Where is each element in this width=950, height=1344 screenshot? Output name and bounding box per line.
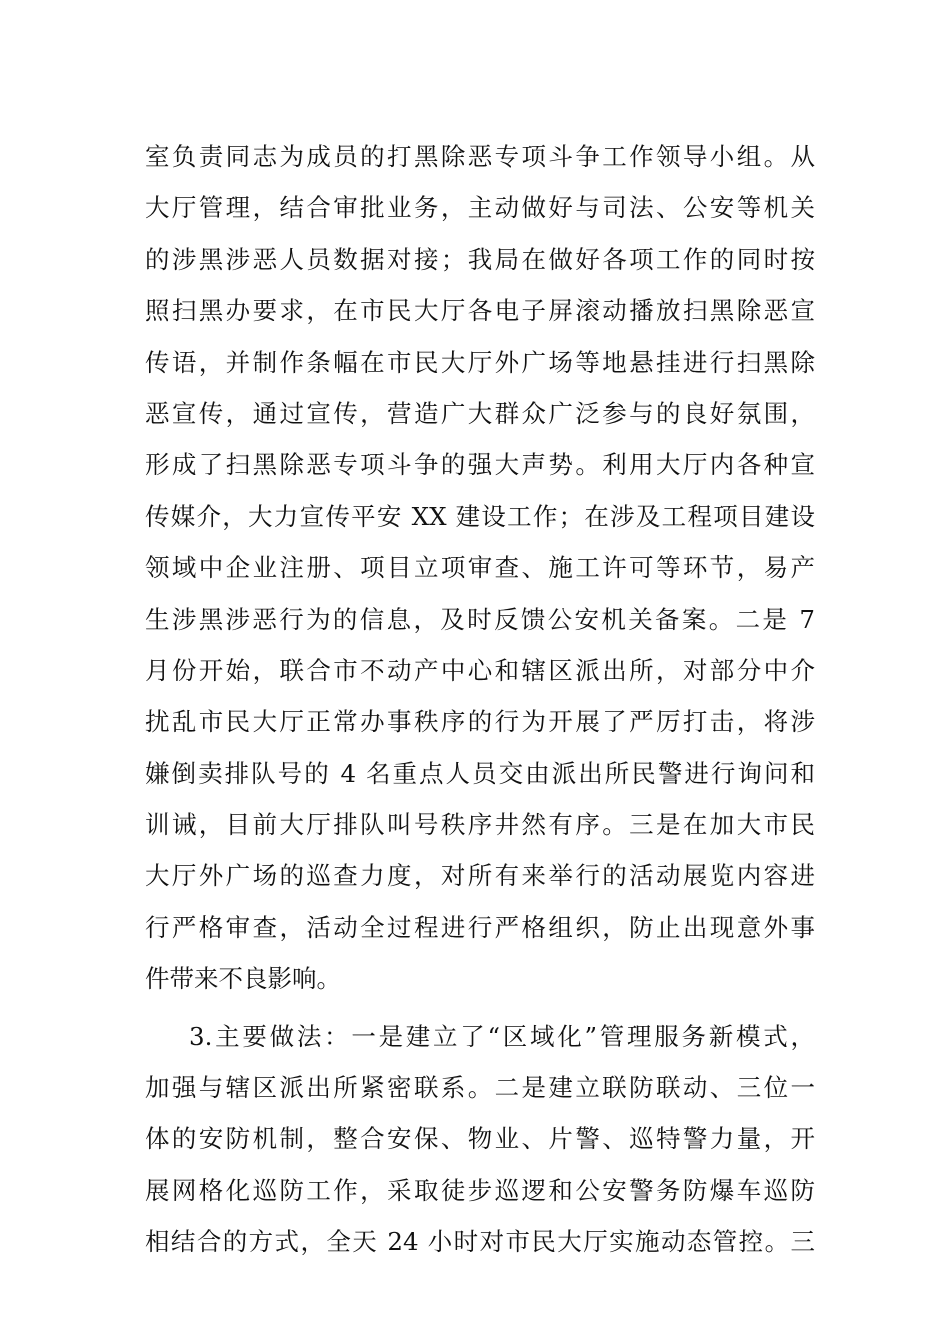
text-line: 月份开始，联合市不动产中心和辖区派出所，对部分中介 <box>145 655 815 685</box>
text-line: 室负责同志为成员的打黑除恶专项斗争工作领导小组。从 <box>145 142 815 171</box>
text-line: 领域中企业注册、项目立项审查、施工许可等环节，易产 <box>145 553 815 583</box>
text-line: 生涉黑涉恶行为的信息，及时反馈公安机关备案。二是 7 <box>145 604 815 634</box>
text-line: 展网格化巡防工作，采取徒步巡逻和公安警务防爆车巡防 <box>145 1175 815 1205</box>
text-line: 照扫黑办要求，在市民大厅各电子屏滚动播放扫黑除恶宣 <box>145 296 815 326</box>
text-line: 3.主要做法：一是建立了“区域化”管理服务新模式， <box>189 1021 815 1051</box>
text-line: 嫌倒卖排队号的 4 名重点人员交由派出所民警进行询问和 <box>145 758 815 788</box>
text-line: 传媒介，大力宣传平安 XX 建设工作；在涉及工程项目建设 <box>145 501 815 531</box>
text-line: 大厅管理，结合审批业务，主动做好与司法、公安等机关 <box>145 193 815 223</box>
text-line: 传语，并制作条幅在市民大厅外广场等地悬挂进行扫黑除 <box>145 347 815 377</box>
body-text <box>145 131 815 1268</box>
text-line: 行严格审查，活动全过程进行严格组织，防止出现意外事 <box>145 912 815 942</box>
text-line: 件带来不良影响。 <box>145 964 341 994</box>
text-line: 相结合的方式，全天 24 小时对市民大厅实施动态管控。三 <box>145 1227 815 1257</box>
text-line: 训诫，目前大厅排队叫号秩序井然有序。三是在加大市民 <box>145 810 815 840</box>
text-line: 体的安防机制，整合安保、物业、片警、巡特警力量，开 <box>145 1124 815 1154</box>
text-line: 扰乱市民大厅正常办事秩序的行为开展了严厉打击，将涉 <box>145 707 815 737</box>
text-line: 的涉黑涉恶人员数据对接；我局在做好各项工作的同时按 <box>145 244 815 274</box>
paragraph-1 <box>145 131 815 1005</box>
text-line: 加强与辖区派出所紧密联系。二是建立联防联动、三位一 <box>145 1073 815 1103</box>
text-line: 形成了扫黑除恶专项斗争的强大声势。利用大厅内各种宣 <box>145 450 815 480</box>
paragraph-2 <box>145 1011 815 1268</box>
text-line: 恶宣传，通过宣传，营造广大群众广泛参与的良好氛围， <box>145 398 815 428</box>
text-line: 大厅外广场的巡查力度，对所有来举行的活动展览内容进 <box>145 861 815 891</box>
